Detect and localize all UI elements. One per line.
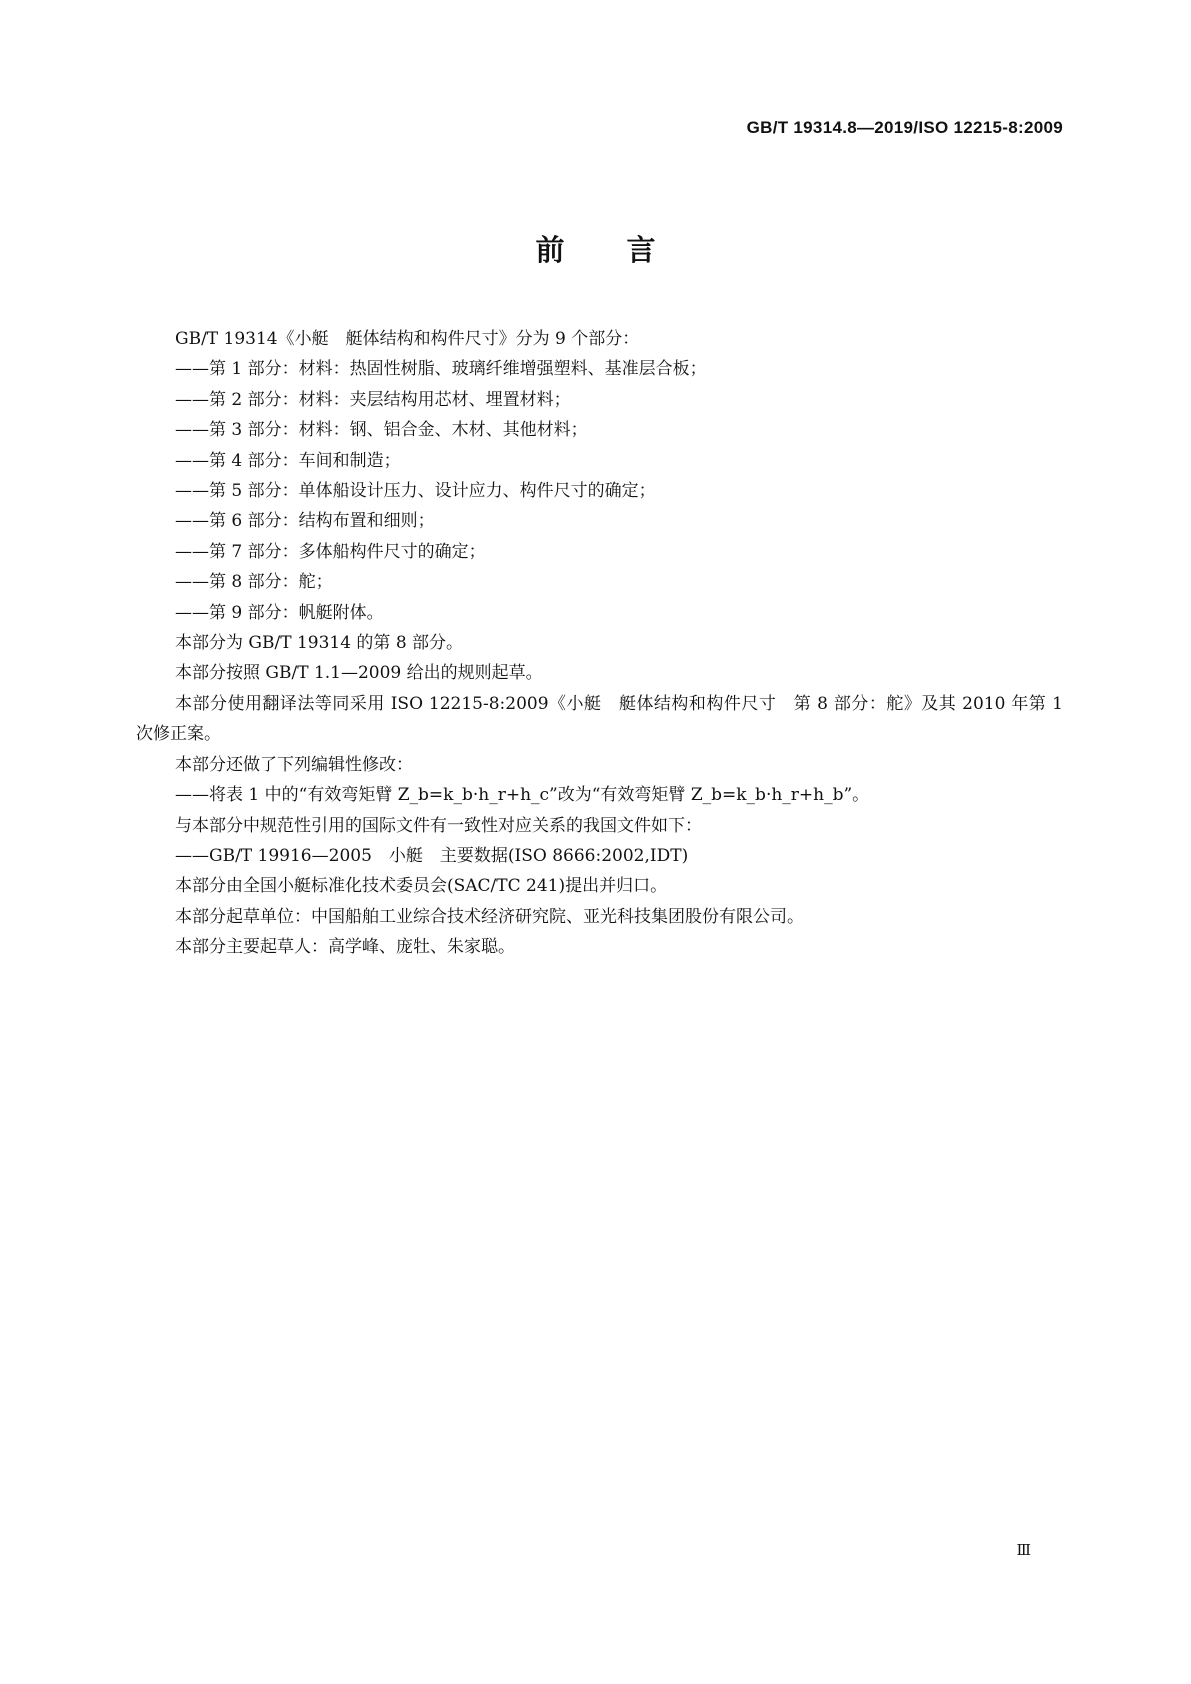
foreword-body [136,324,1069,963]
page-title: 前言 [535,233,718,267]
paragraph-corresponding-docs: 与本部分中规范性引用的国际文件有一致性对应关系的我国文件如下： [175,815,702,836]
paragraph-editorial-changes: 本部分还做了下列编辑性修改： [175,754,413,775]
paragraph-adoption: 本部分使用翻译法等同采用 ISO 12215-8:2009《小艇 艇体结构和构件尺寸 第 8 部分：舵》及其 2010 年第 1 次修正案。 [136,693,1069,745]
paragraph-drafting-rules: 本部分按照 GB/T 1.1—2009 给出的规则起草。 [175,663,543,684]
list-item-part-1: ——第 1 部分：材料：热固性树脂、玻璃纤维增强塑料、基准层合板； [175,359,707,380]
list-item-editorial-change: ——将表 1 中的“有效弯矩臂 Z_b=k_b·h_r+h_c”改为“有效弯矩臂 Z_b=k_b·h_r+h_b”。 [175,785,870,806]
list-item-part-4: ——第 4 部分：车间和制造； [175,450,401,471]
paragraph-part-statement: 本部分为 GB/T 19314 的第 8 部分。 [175,633,464,654]
paragraph-committee: 本部分由全国小艇标准化技术委员会(SAC/TC 241)提出并归口。 [175,876,668,897]
list-item-corresponding-doc: ——GB/T 19916—2005 小艇 主要数据(ISO 8666:2002,IDT) [175,845,689,866]
list-item-part-6: ——第 6 部分：结构布置和细则； [175,511,435,532]
paragraph-intro: GB/T 19314《小艇 艇体结构和构件尺寸》分为 9 个部分： [175,329,640,349]
paragraph-drafting-units: 本部分起草单位：中国船舶工业综合技术经济研究院、亚光科技集团股份有限公司。 [175,906,804,927]
list-item-part-5: ——第 5 部分：单体船设计压力、设计应力、构件尺寸的确定； [175,481,656,502]
list-item-part-2: ——第 2 部分：材料：夹层结构用芯材、埋置材料； [175,389,571,410]
list-item-part-3: ——第 3 部分：材料：钢、铝合金、木材、其他材料； [175,420,588,441]
list-item-part-7: ——第 7 部分：多体船构件尺寸的确定； [175,541,486,562]
list-item-part-8: ——第 8 部分：舵； [175,572,333,593]
paragraph-drafters: 本部分主要起草人：高学峰、庞牡、朱家聪。 [175,937,515,958]
standard-number-header: GB/T 19314.8—2019/ISO 12215-8:2009 [746,118,1063,137]
list-item-part-9: ——第 9 部分：帆艇附体。 [175,602,384,623]
page-number: Ⅲ [1016,1541,1031,1559]
